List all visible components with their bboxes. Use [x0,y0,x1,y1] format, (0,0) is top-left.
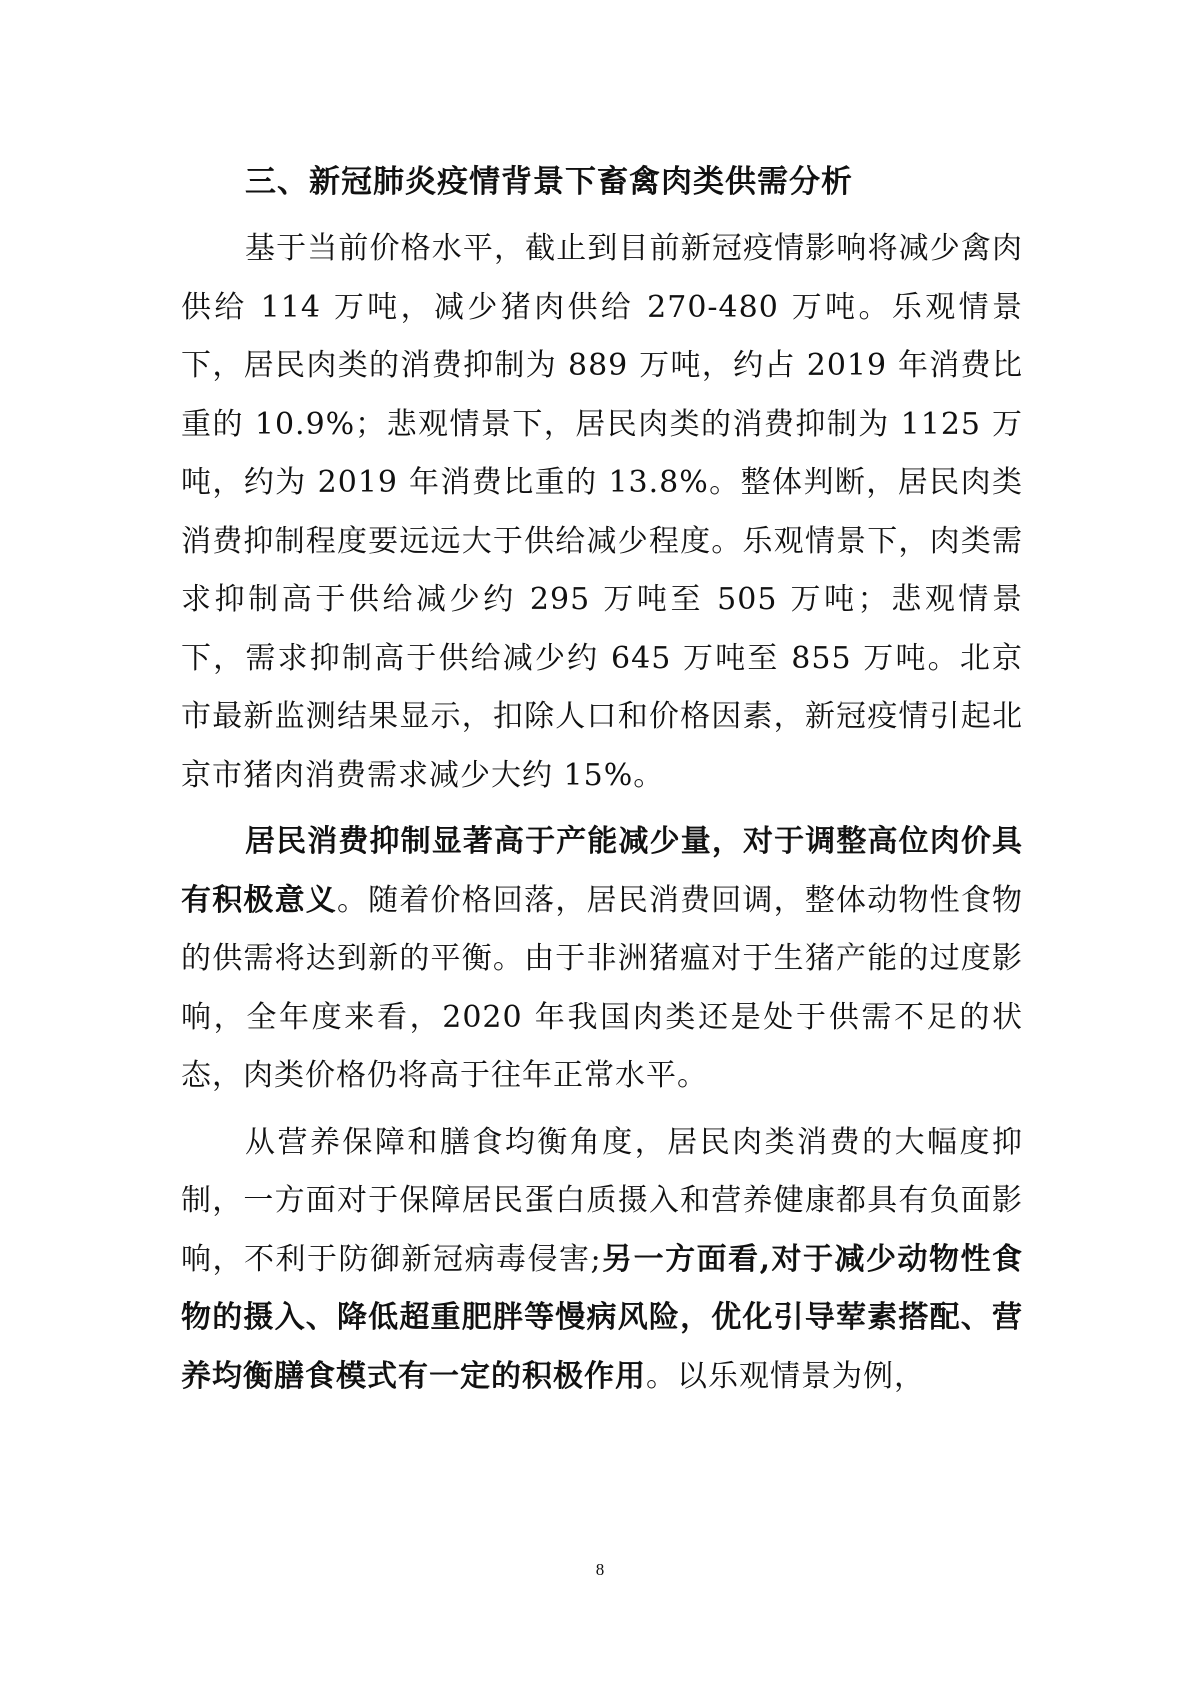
paragraph-nutrition [181,1114,1023,1407]
page-body [181,150,1023,1414]
emphasis-text: 另一方面看,对于减少动物性食物的摄入、降低超重肥胖等慢病风险，优化引导荤素搭配、营养均衡膳食模式有一定的积极作用 [181,1241,1023,1394]
page-number: 8 [595,1560,605,1579]
section-heading: 三、新冠肺炎疫情背景下畜禽肉类供需分析 [245,164,853,200]
paragraph-consumption-impact [181,813,1023,1106]
paragraph-text: 从营养保障和膳食均衡角度，居民肉类消费的大幅度抑制，一方面对于保障居民蛋白质摄入和营养健康都具有负面影响，不利于防御新冠病毒侵害; [181,1124,1023,1277]
paragraph-tail-text: 。以乐观情景为例， [646,1358,925,1394]
paragraph-text: 基于当前价格水平，截止到目前新冠疫情影响将减少禽肉供给 114 万吨，减少猪肉供给 270-480 万吨。乐观情景下，居民肉类的消费抑制为 889 万吨，约占 2019 年消费比重的 10.9%；悲观情景下，居民肉类的消费抑制为 1125 万吨，约为 2019 年消费比重的 13.8%。整体判断，居民肉类消费抑制程度要远远大于供给减少程度。乐观情景下，肉类需求抑制高于供给减少约 295 万吨至 505 万吨；悲观情景下，需求抑制高于供给减少约 645 万吨至 855 万吨。北京市最新监测结果显示，扣除人口和价格因素，新冠疫情引起北京市猪肉消费需求减少大约 15%。 [181,231,1023,793]
paragraph-text: 。随着价格回落，居民消费回调，整体动物性食物的供需将达到新的平衡。由于非洲猪瘟对于生猪产能的过度影响，全年度来看，2020 年我国肉类还是处于供需不足的状态，肉类价格仍将高于往年正常水平。 [181,882,1024,1093]
emphasis-text: 居民消费抑制显著高于产能减少量，对于调整高位肉价具有积极意义 [181,824,1023,918]
paragraph-supply-demand [181,220,1023,805]
